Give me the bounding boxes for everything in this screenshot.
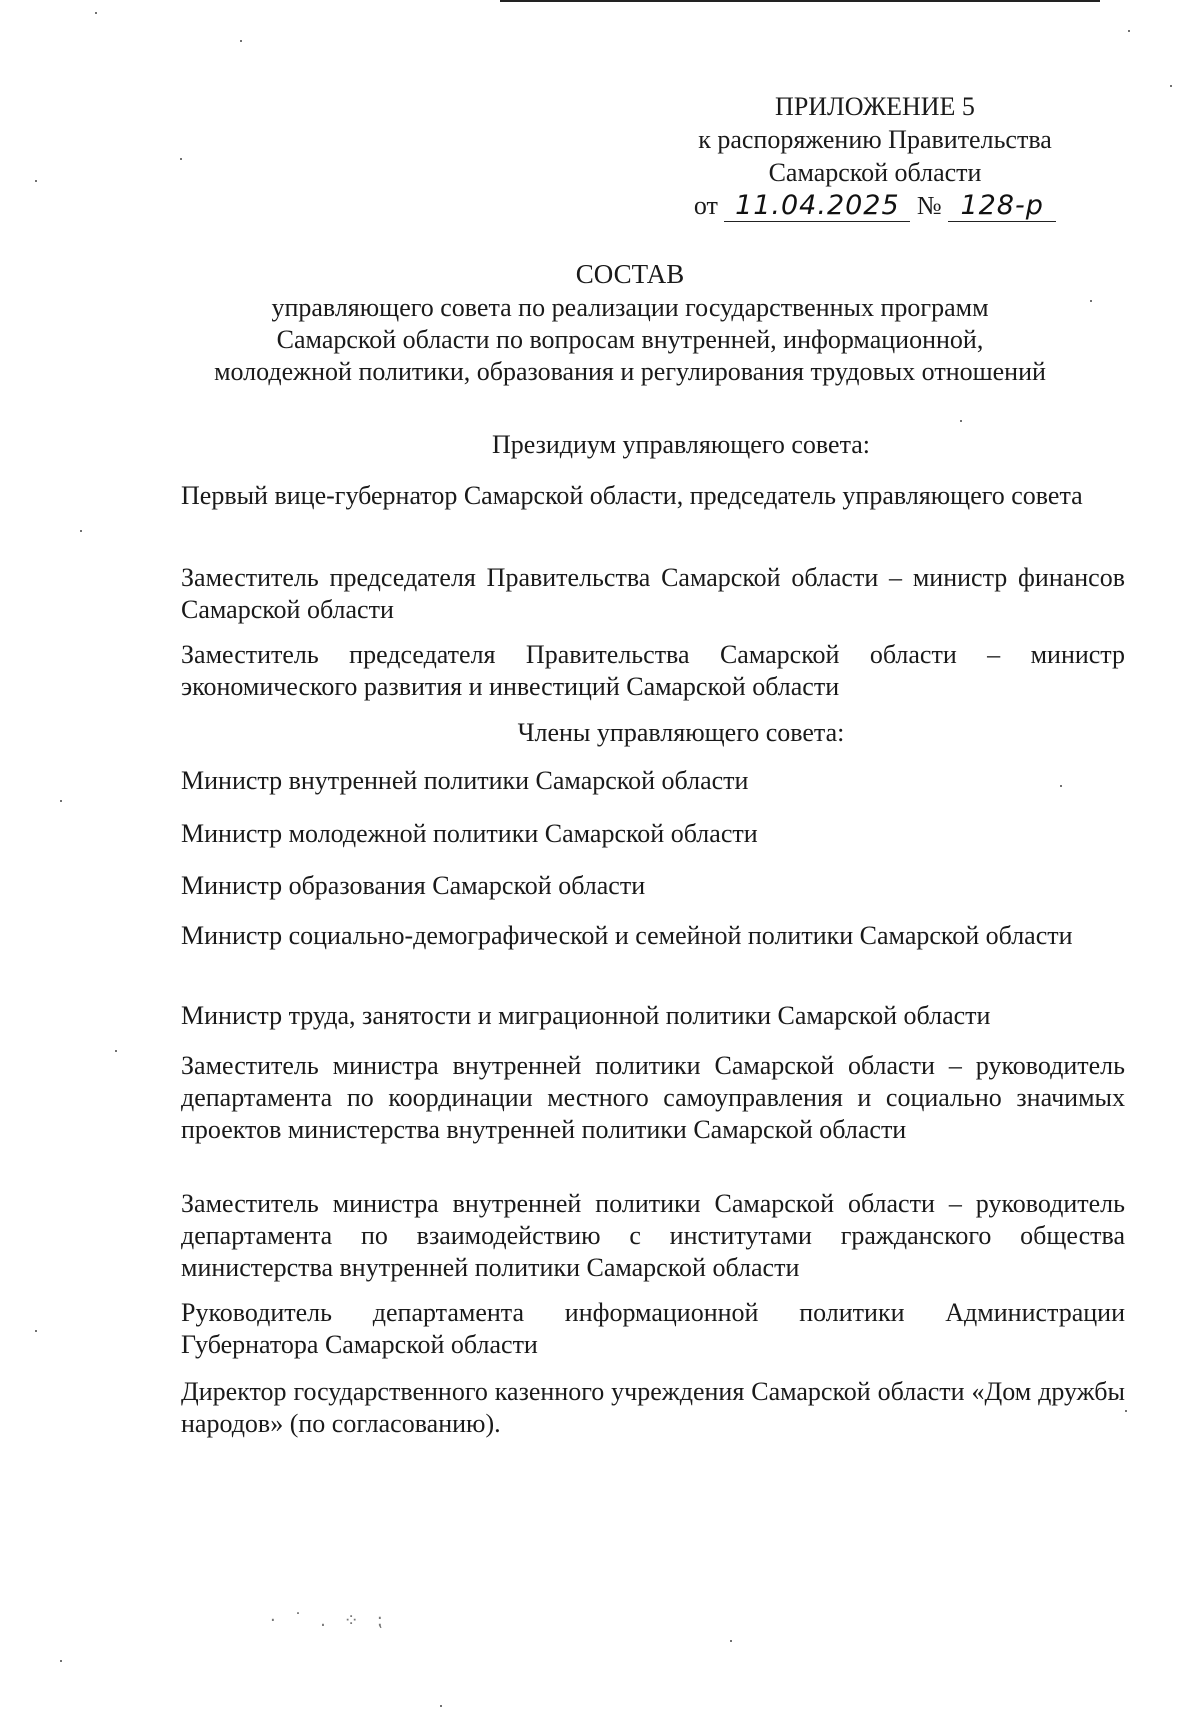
scan-speck (730, 1640, 732, 1642)
scan-speck (240, 40, 242, 42)
presidium-item-2: Заместитель председателя Правительства Самарской области – министр финансов Самарской области (181, 563, 1125, 624)
scan-speck (1060, 785, 1062, 787)
scan-speck (60, 1660, 62, 1662)
subtitle-line-3: молодежной политики, образования и регулирования трудовых отношений (214, 357, 1046, 386)
date-number-row (640, 189, 1110, 222)
scan-speck (115, 1050, 117, 1052)
scan-speck (440, 1705, 442, 1707)
scan-speck (1090, 300, 1092, 302)
appendix-line-3: Самарской области (768, 158, 982, 187)
member-item-5: Министр труда, занятости и миграционной политики Самарской области (181, 1001, 991, 1030)
presidium-heading: Президиум управляющего совета: (491, 430, 871, 459)
member-item-2: Министр молодежной политики Самарской области (181, 819, 758, 848)
document-title (130, 258, 1130, 388)
top-border-line (500, 0, 1100, 2)
member-item-9: Директор государственного казенного учреждения Самарской области «Дом дружбы народов» (по согласованию). (181, 1377, 1125, 1438)
subtitle-line-2: Самарской области по вопросам внутренней, информационной, (276, 325, 984, 354)
title-heading: СОСТАВ (575, 259, 685, 289)
scan-speck (180, 158, 182, 160)
scan-speck (35, 1330, 37, 1332)
appendix-title: ПРИЛОЖЕНИЕ 5 (775, 92, 975, 121)
scan-speck (60, 800, 62, 802)
scan-speck (960, 420, 962, 422)
member-item-8: Руководитель департамента информационной политики Администрации Губернатора Самарской области (181, 1298, 1125, 1359)
appendix-line-2: к распоряжению Правительства (698, 125, 1052, 154)
scan-speck (1125, 1410, 1127, 1412)
members-heading: Члены управляющего совета: (517, 718, 845, 747)
handwritten-date: 11.04.2025 (724, 191, 910, 222)
member-item-1: Министр внутренней политики Самарской области (181, 766, 749, 795)
scan-speck (1170, 85, 1172, 87)
number-sign: № (916, 191, 942, 220)
scan-speck (35, 180, 37, 182)
member-item-6: Заместитель министра внутренней политики Самарской области – руководитель департамента по координации местного самоуправления и социально значимых проектов министерства внутренней политики Самарской области (181, 1051, 1125, 1144)
presidium-item-3: Заместитель председателя Правительства Самарской области – министр экономического развития и инвестиций Самарской области (181, 640, 1125, 701)
handwritten-number: 128-р (948, 191, 1056, 222)
subtitle-line-1: управляющего совета по реализации государственных программ (271, 293, 989, 322)
scan-smudge: · ˙ . ⁘ ⁏ (270, 1610, 389, 1631)
presidium-item-1: Первый вице-губернатор Самарской области, председатель управляющего совета (181, 481, 1083, 510)
member-item-4: Министр социально-демографической и семейной политики Самарской области (181, 921, 1073, 950)
date-prefix: от (693, 191, 718, 220)
scan-speck (95, 12, 97, 14)
member-item-3: Министр образования Самарской области (181, 871, 646, 900)
scan-speck (1128, 30, 1130, 32)
appendix-header (640, 90, 1110, 222)
scan-speck (80, 530, 82, 532)
member-item-7: Заместитель министра внутренней политики Самарской области – руководитель департамента по взаимодействию с институтами гражданского общества министерства внутренней политики Самарской области (181, 1189, 1125, 1282)
